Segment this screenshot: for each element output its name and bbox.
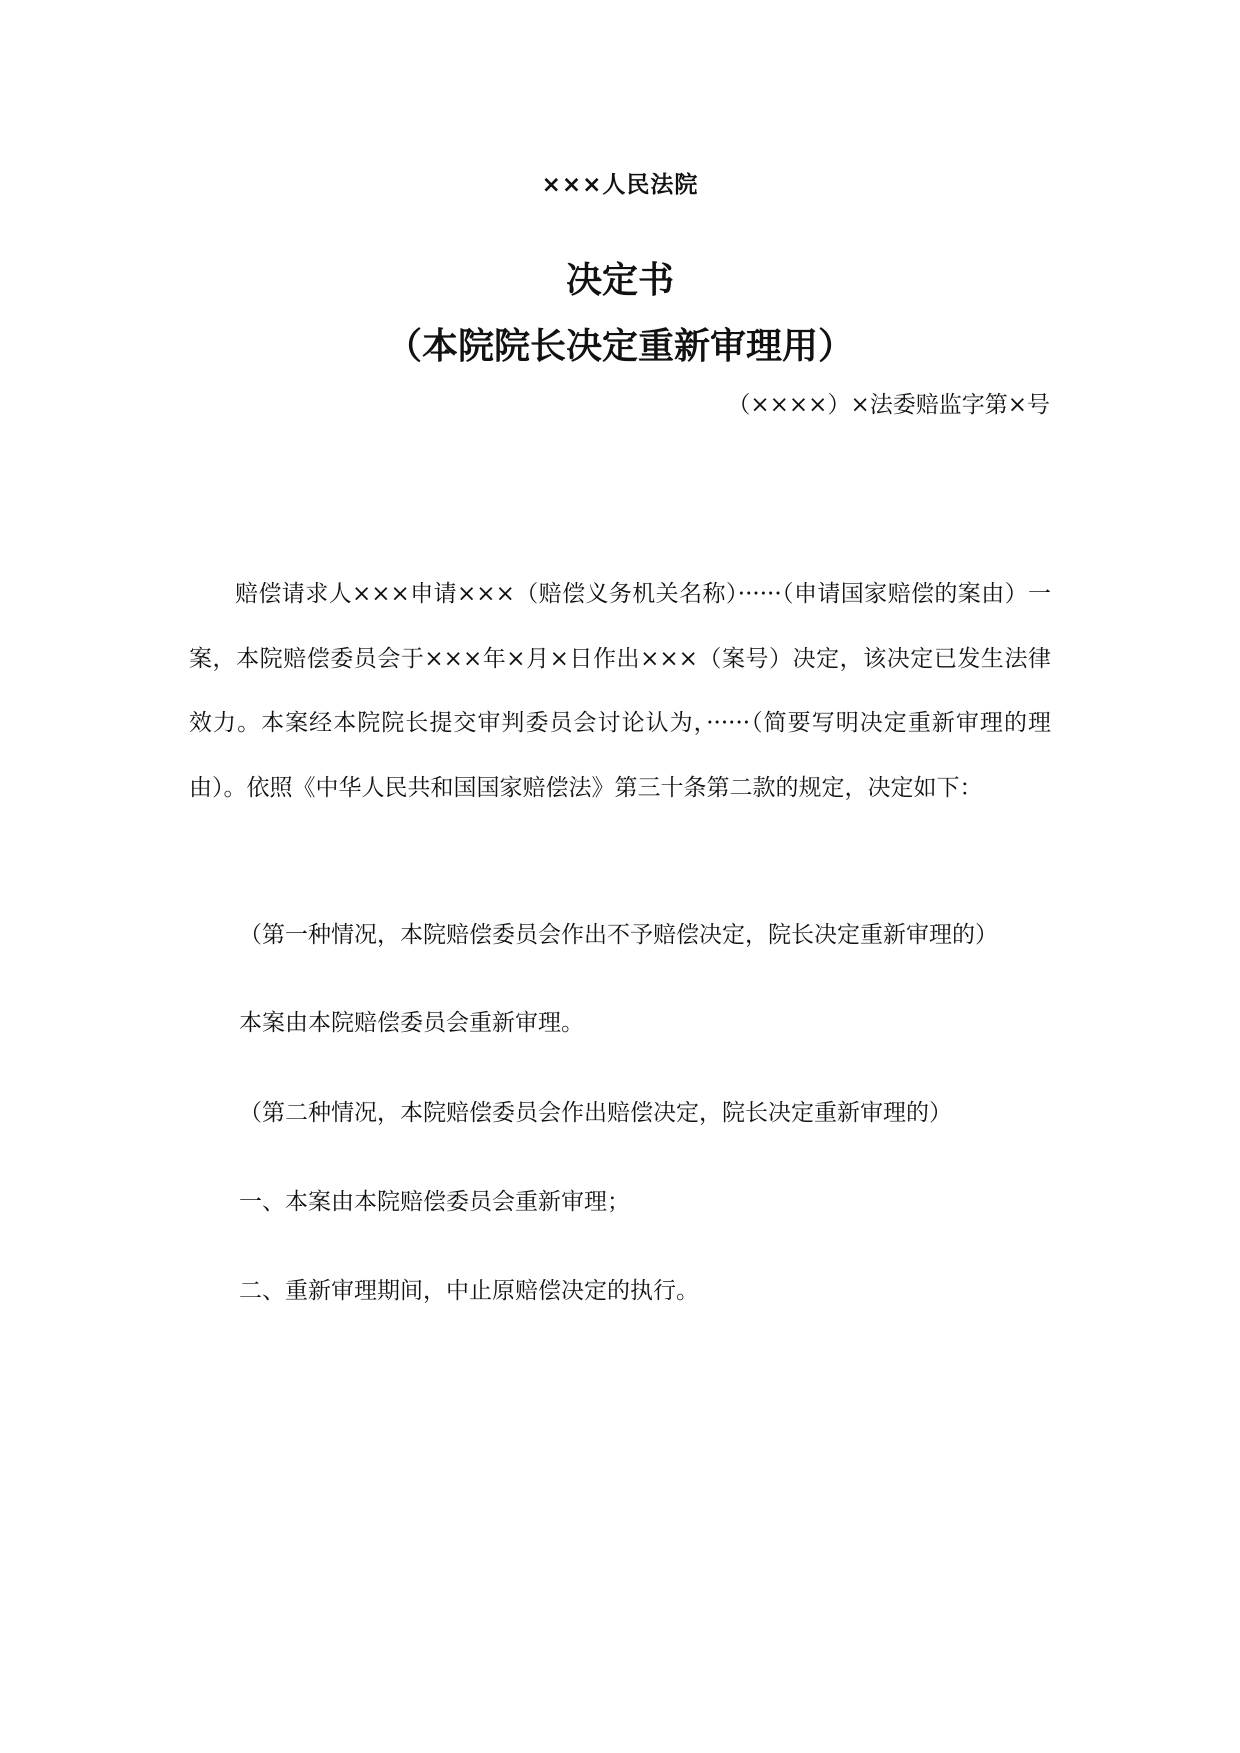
body-paragraph: 赔偿请求人×××申请×××（赔偿义务机关名称）······（申请国家赔偿的案由）一案，本院赔偿委员会于×××年×月×日作出×××（案号）决定，该决定已发生法律效力。本案经本院院长提交审判委员会讨论认为，······（简要写明决定重新审理的理由）。依照《中华人民共和国国家赔偿法》第三十条第二款的规定，决定如下：	[189, 581, 1051, 801]
case-two-ruling-item-2: 二、重新审理期间，中止原赔偿决定的执行。	[239, 1278, 699, 1304]
case-number: （××××）×法委赔监字第×号	[727, 392, 1050, 418]
court-name: ×××人民法院	[541, 172, 699, 198]
case-two-ruling-item-1: 一、本案由本院赔偿委员会重新审理；	[239, 1189, 630, 1215]
document-title: 决定书	[565, 260, 674, 301]
document-subtitle: （本院院长决定重新审理用）	[385, 326, 854, 367]
case-one-note: （第一种情况，本院赔偿委员会作出不予赔偿决定，院长决定重新审理的）	[239, 922, 998, 948]
case-one-ruling: 本案由本院赔偿委员会重新审理。	[239, 1010, 584, 1036]
case-two-note: （第二种情况，本院赔偿委员会作出赔偿决定，院长决定重新审理的）	[239, 1100, 952, 1126]
